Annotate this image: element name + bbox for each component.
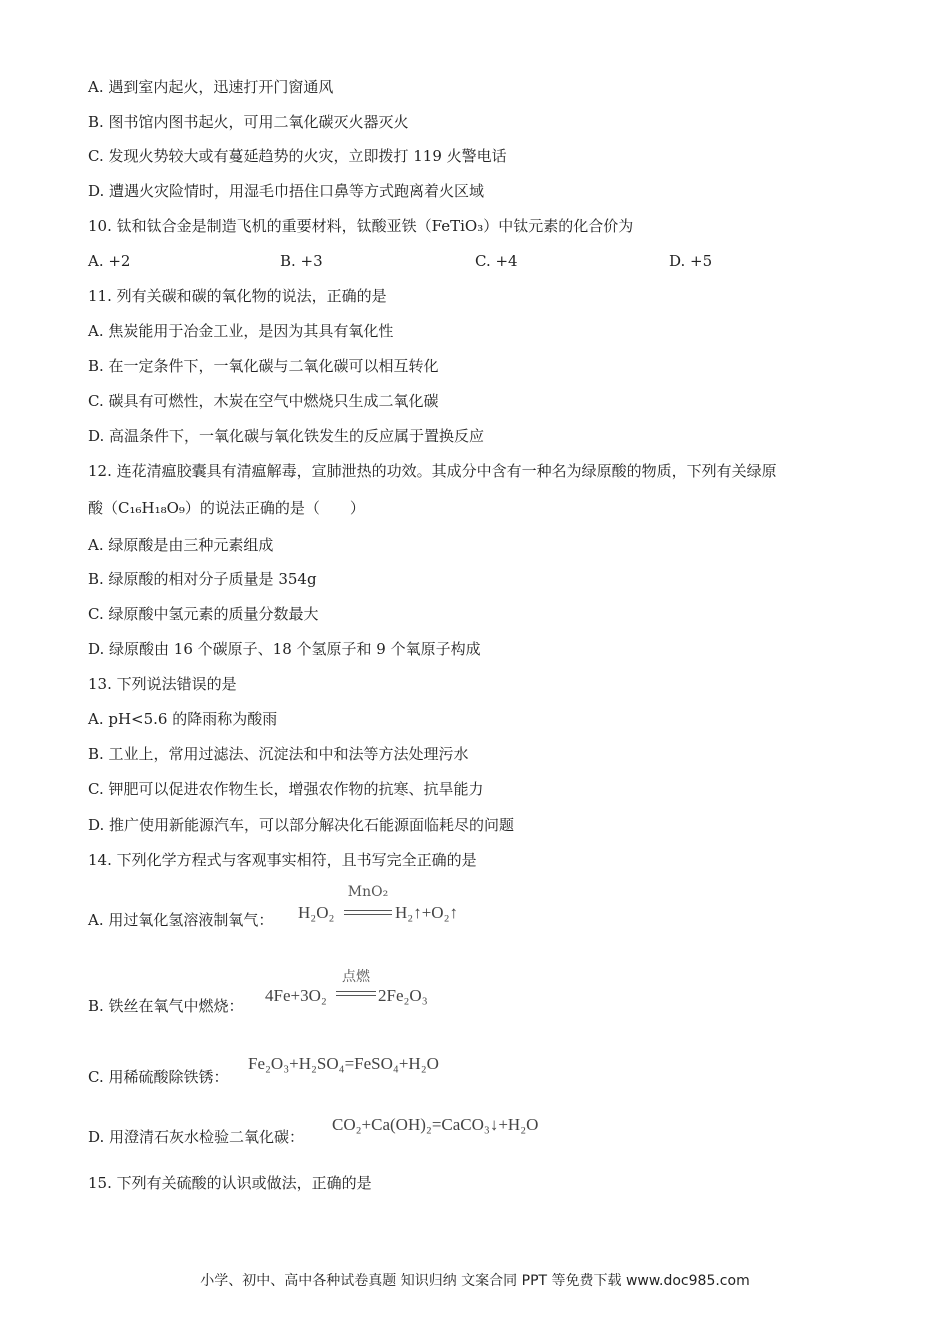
q14-option-a-label: A. 用过氧化氢溶液制氧气： [88, 911, 274, 929]
q12-stem: 12. 连花清瘟胶囊具有清瘟解毒，宣肺泄热的功效。其成分中含有一种名为绿原酸的物质，下列有关绿原 [88, 462, 777, 480]
q9-option-a: A. 遇到室内起火，迅速打开门窗通风 [88, 78, 334, 96]
q14-b-equals-line [336, 991, 376, 996]
q12-option-a: A. 绿原酸是由三种元素组成 [88, 536, 274, 554]
q14-a-condition: MnO₂ [347, 884, 389, 900]
q14-option-d-label: D. 用澄清石灰水检验二氧化碳： [88, 1128, 305, 1146]
q9-option-c: C. 发现火势较大或有蔓延趋势的火灾，立即拨打 119 火警电话 [88, 147, 507, 165]
q11-option-c: C. 碳具有可燃性，木炭在空气中燃烧只生成二氧化碳 [88, 392, 439, 410]
q10-option-d: D. +5 [669, 252, 713, 270]
q14-a-equals-line [344, 910, 392, 915]
q13-option-a: A. pH<5.6 的降雨称为酸雨 [88, 710, 278, 728]
q14-a-reactant: H₂O₂ [298, 903, 335, 922]
q13-option-d: D. 推广使用新能源汽车，可以部分解决化石能源面临耗尽的问题 [88, 816, 515, 834]
q13-stem: 13. 下列说法错误的是 [88, 675, 237, 693]
q9-option-d: D. 遭遇火灾险情时，用湿毛巾捂住口鼻等方式跑离着火区域 [88, 182, 485, 200]
q14-c-equation: Fe₂O₃+H₂SO₄=FeSO₄+H₂O [248, 1054, 439, 1073]
q11-option-a: A. 焦炭能用于冶金工业，是因为其具有氧化性 [88, 322, 394, 340]
q12-option-c: C. 绿原酸中氢元素的质量分数最大 [88, 605, 319, 623]
q15-stem: 15. 下列有关硫酸的认识或做法，正确的是 [88, 1174, 372, 1192]
q11-stem: 11. 列有关碳和碳的氧化物的说法，正确的是 [88, 287, 387, 305]
q10-option-b: B. +3 [280, 252, 323, 270]
q14-option-b-label: B. 铁丝在氧气中燃烧： [88, 997, 244, 1015]
q14-b-condition: 点燃 [342, 969, 370, 985]
q14-b-product: 2Fe₂O₃ [378, 986, 428, 1005]
q14-stem: 14. 下列化学方程式与客观事实相符，且书写完全正确的是 [88, 851, 477, 869]
q13-option-b: B. 工业上，常用过滤法、沉淀法和中和法等方法处理污水 [88, 745, 469, 763]
q11-option-d: D. 高温条件下，一氧化碳与氧化铁发生的反应属于置换反应 [88, 427, 485, 445]
q12-option-b: B. 绿原酸的相对分子质量是 354g [88, 570, 317, 588]
q12-option-d: D. 绿原酸由 16 个碳原子、18 个氢原子和 9 个氧原子构成 [88, 640, 481, 658]
q14-a-product: H₂↑+O₂↑ [395, 903, 458, 922]
q10-stem: 10. 钛和钛合金是制造飞机的重要材料，钛酸亚铁（FeTiO₃）中钛元素的化合价为 [88, 217, 634, 235]
q10-option-c: C. +4 [475, 252, 518, 270]
q14-d-equation: CO₂+Ca(OH)₂=CaCO₃↓+H₂O [332, 1115, 539, 1134]
footer-watermark: 小学、初中、高中各种试卷真题 知识归纳 文案合同 PPT 等免费下载 www.doc985.com [200, 1273, 750, 1289]
q11-option-b: B. 在一定条件下，一氧化碳与二氧化碳可以相互转化 [88, 357, 439, 375]
q12-stem-cont: 酸（C₁₆H₁₈O₉）的说法正确的是（ ） [88, 499, 365, 517]
q10-option-a: A. +2 [88, 252, 131, 270]
q14-b-reactant: 4Fe+3O₂ [265, 986, 327, 1005]
q13-option-c: C. 钾肥可以促进农作物生长，增强农作物的抗寒、抗旱能力 [88, 780, 484, 798]
q9-option-b: B. 图书馆内图书起火，可用二氧化碳灭火器灭火 [88, 113, 409, 131]
q14-option-c-label: C. 用稀硫酸除铁锈： [88, 1068, 229, 1086]
